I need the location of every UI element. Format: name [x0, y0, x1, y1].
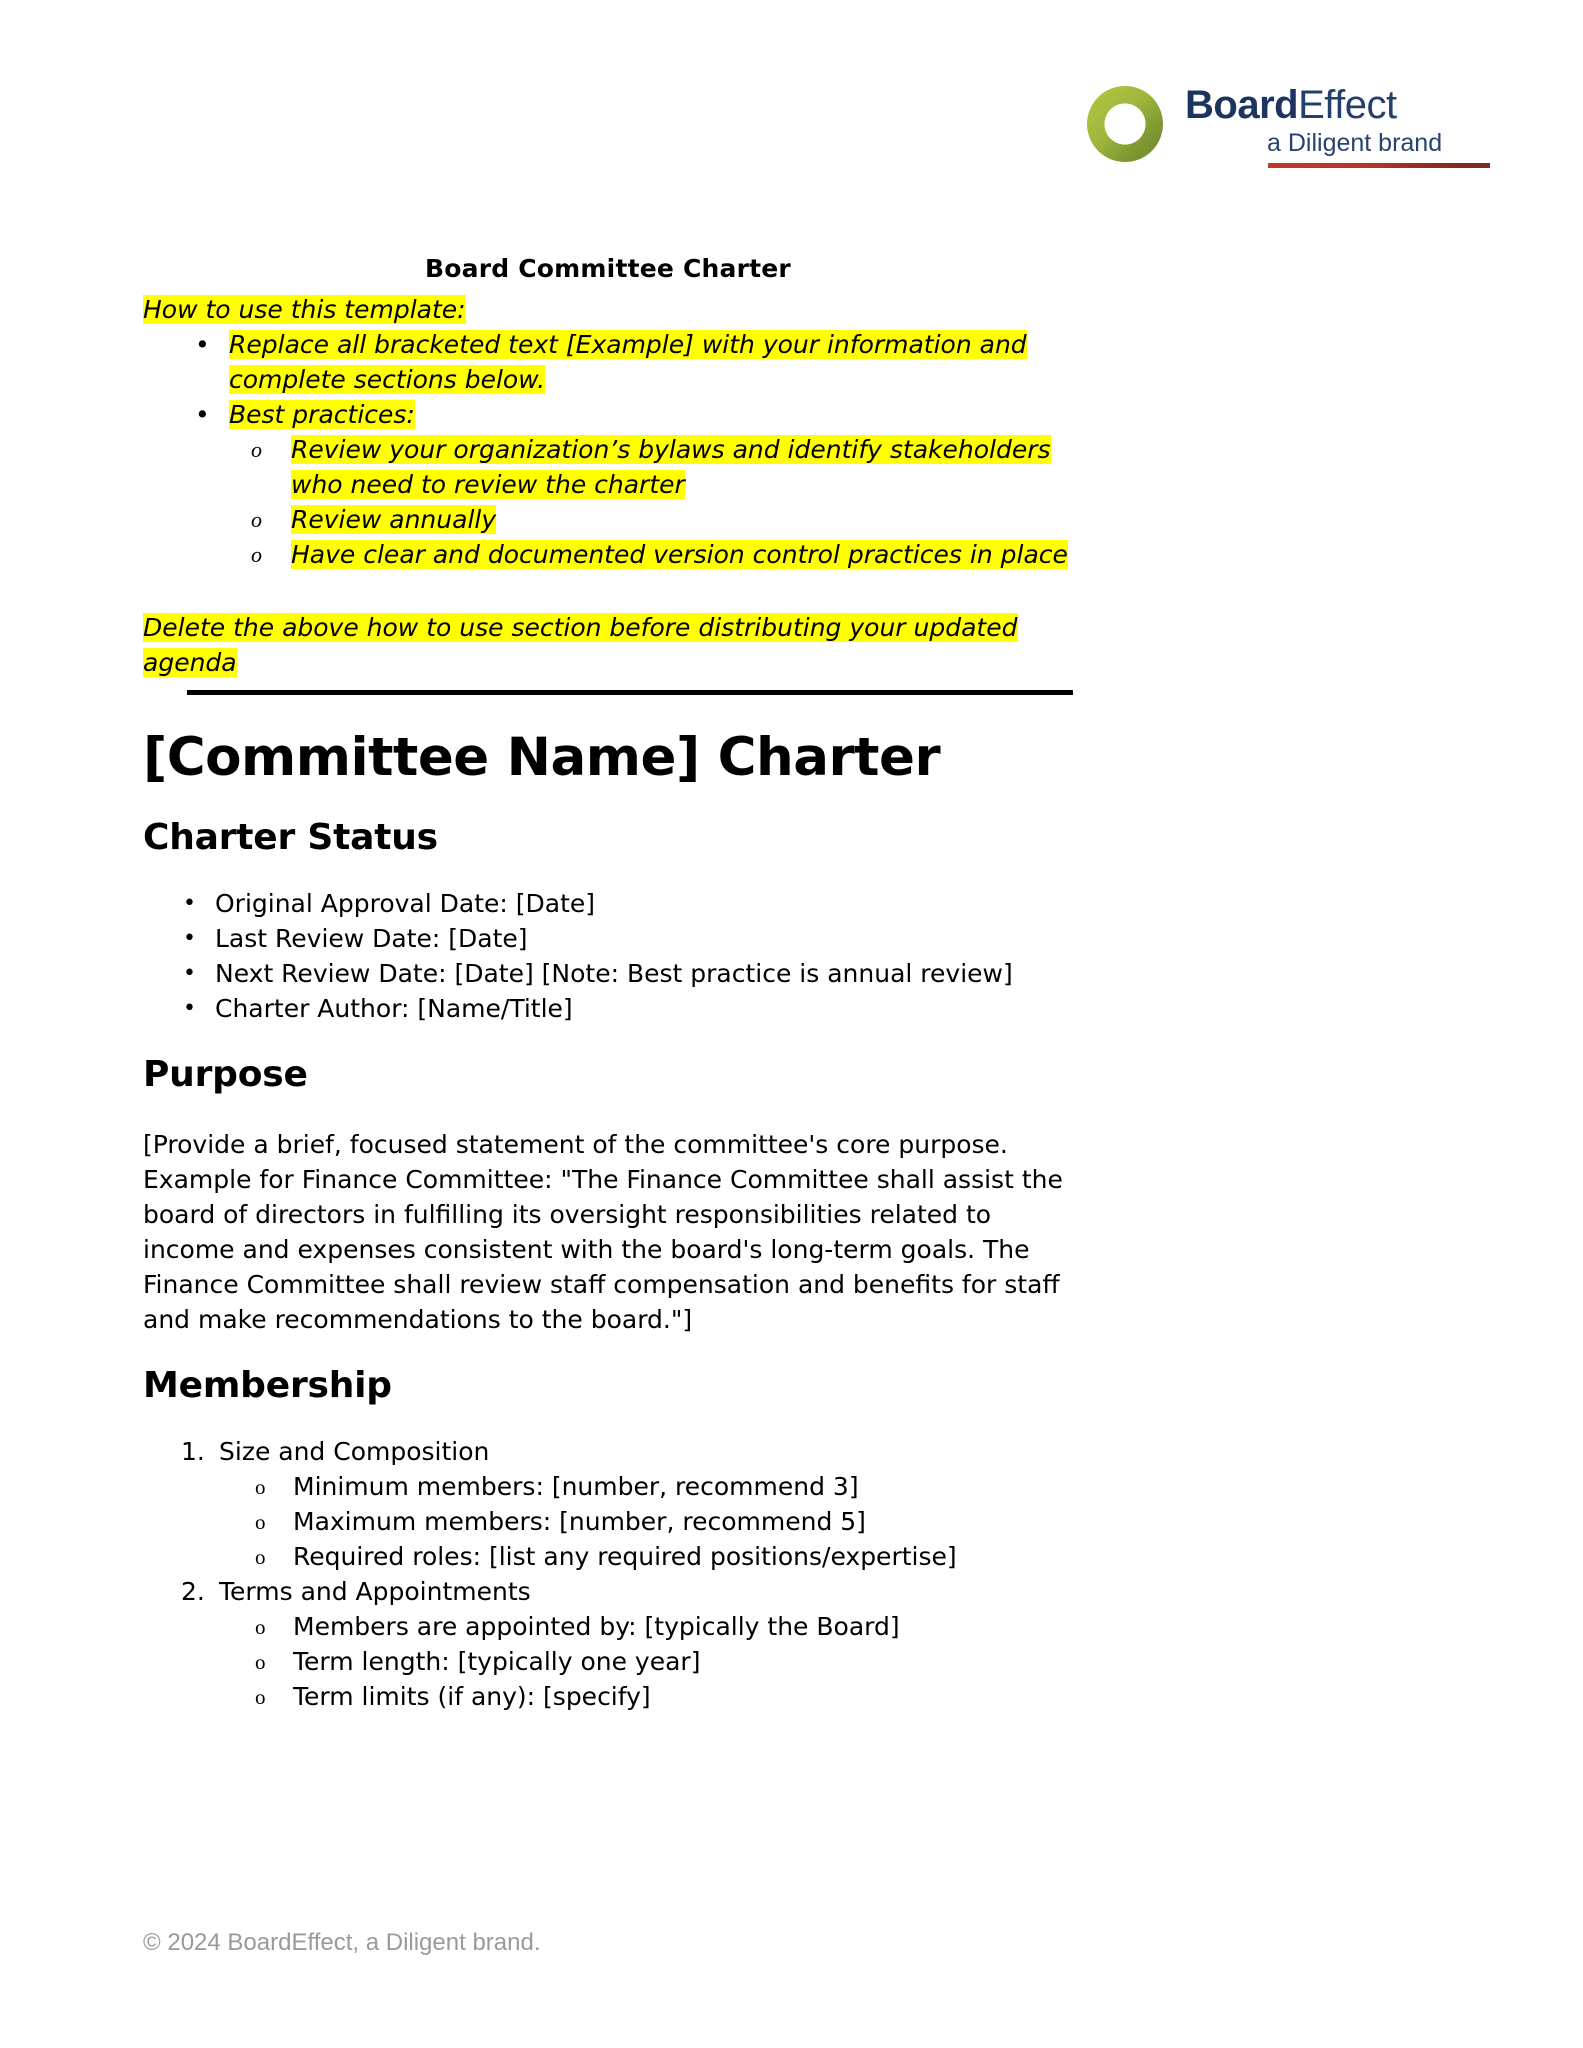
logo-wordmark-bold: Board [1185, 83, 1299, 127]
section-heading-membership: Membership [143, 1365, 392, 1406]
list-item-text: Charter Author: [Name/Title] [215, 994, 573, 1023]
bullet-icon: • [183, 961, 196, 986]
how-to-use-subitem-text: Have clear and documented version control practices in place [291, 540, 1068, 569]
how-to-use-lead-text: How to use this template: [143, 295, 466, 324]
logo-wordmark [1185, 82, 1397, 128]
boardeffect-logo [1087, 82, 1487, 172]
section-heading-charter-status: Charter Status [143, 817, 438, 858]
list-item-text: Required roles: [list any required positions/expertise] [293, 1542, 957, 1571]
document-subtitle: Board Committee Charter [425, 254, 791, 283]
how-to-use-item-text: Best practices: [229, 400, 415, 429]
numbered-item-text: Size and Composition [219, 1437, 490, 1466]
circle-bullet-icon: o [255, 1510, 266, 1534]
how-to-use-subitem [229, 432, 1073, 502]
list-item [143, 991, 1073, 1026]
how-to-use-item-text: Replace all bracketed text [Example] with your information and complete sections below. [229, 330, 1027, 394]
list-item [219, 1504, 1073, 1539]
how-to-use-subitem [229, 537, 1073, 572]
logo-underline-rule [1268, 163, 1490, 168]
circle-bullet-icon: o [251, 507, 262, 532]
membership-sublist [219, 1469, 1073, 1574]
circle-bullet-icon: o [255, 1650, 266, 1674]
bullet-icon: • [183, 996, 196, 1021]
how-to-use-subitem-text: Review your organization’s bylaws and identify stakeholders who need to review the charter [291, 435, 1051, 499]
how-to-use-sublist [229, 432, 1073, 572]
section-heading-purpose: Purpose [143, 1054, 308, 1095]
circle-bullet-icon: o [251, 542, 262, 567]
how-to-use-item [143, 397, 1073, 572]
numbered-list-item [143, 1434, 1073, 1574]
bullet-icon: • [183, 926, 196, 951]
circle-bullet-icon: o [255, 1685, 266, 1709]
purpose-paragraph: [Provide a brief, focused statement of the committee's core purpose. Example for Finance Committee: "The Finance Committee shall assist the board of directors in fulfilling its oversight responsibilities related to income and expenses consistent with the board's long-term goals. The Finance Committee shall review staff compensation and benefits for staff and make recommendations to the board."] [143, 1130, 1063, 1334]
circle-bullet-icon: o [255, 1475, 266, 1499]
how-to-use-outro-text: Delete the above how to use section before distributing your updated agenda [143, 613, 1018, 677]
list-item-text: Term length: [typically one year] [293, 1647, 701, 1676]
list-item-text: Minimum members: [number, recommend 3] [293, 1472, 859, 1501]
circle-bullet-icon: o [255, 1545, 266, 1569]
numbered-item-text: Terms and Appointments [219, 1577, 531, 1606]
list-item-text: Members are appointed by: [typically the Board] [293, 1612, 900, 1641]
list-item-text: Maximum members: [number, recommend 5] [293, 1507, 866, 1536]
logo-wordmark-light: Effect [1298, 83, 1397, 127]
membership-sublist [219, 1609, 1073, 1714]
how-to-use-outro [143, 572, 1073, 680]
list-item-text: Term limits (if any): [specify] [293, 1682, 651, 1711]
how-to-use-subitem [229, 502, 1073, 537]
bullet-icon: • [195, 330, 210, 359]
list-item [219, 1539, 1073, 1574]
bullet-icon: • [183, 891, 196, 916]
section-divider [187, 690, 1073, 695]
list-item [143, 921, 1073, 956]
list-item-text: Next Review Date: [Date] [Note: Best practice is annual review] [215, 959, 1013, 988]
how-to-use-lead [143, 284, 1073, 327]
numbered-list-item [143, 1574, 1073, 1714]
list-item [219, 1644, 1073, 1679]
list-item-text: Last Review Date: [Date] [215, 924, 528, 953]
bullet-icon: • [195, 400, 210, 429]
page-title: [Committee Name] Charter [143, 727, 941, 788]
document-content [143, 0, 1073, 1714]
boardeffect-ring-icon [1087, 86, 1163, 162]
list-item [219, 1609, 1073, 1644]
list-number: 2. [181, 1577, 205, 1606]
charter-status-list [143, 886, 1073, 1026]
logo-tagline: a Diligent brand [1267, 129, 1443, 157]
footer-copyright: © 2024 BoardEffect, a Diligent brand. [143, 1929, 541, 1956]
list-item [219, 1679, 1073, 1714]
circle-bullet-icon: o [255, 1615, 266, 1639]
how-to-use-item [143, 327, 1073, 397]
list-item-text: Original Approval Date: [Date] [215, 889, 596, 918]
how-to-use-subitem-text: Review annually [291, 505, 497, 534]
list-item [143, 956, 1073, 991]
how-to-use-block [143, 284, 1073, 680]
list-item [143, 886, 1073, 921]
circle-bullet-icon: o [251, 437, 262, 462]
list-item [219, 1469, 1073, 1504]
how-to-use-list [143, 327, 1073, 572]
list-number: 1. [181, 1437, 205, 1466]
membership-list [143, 1434, 1073, 1714]
